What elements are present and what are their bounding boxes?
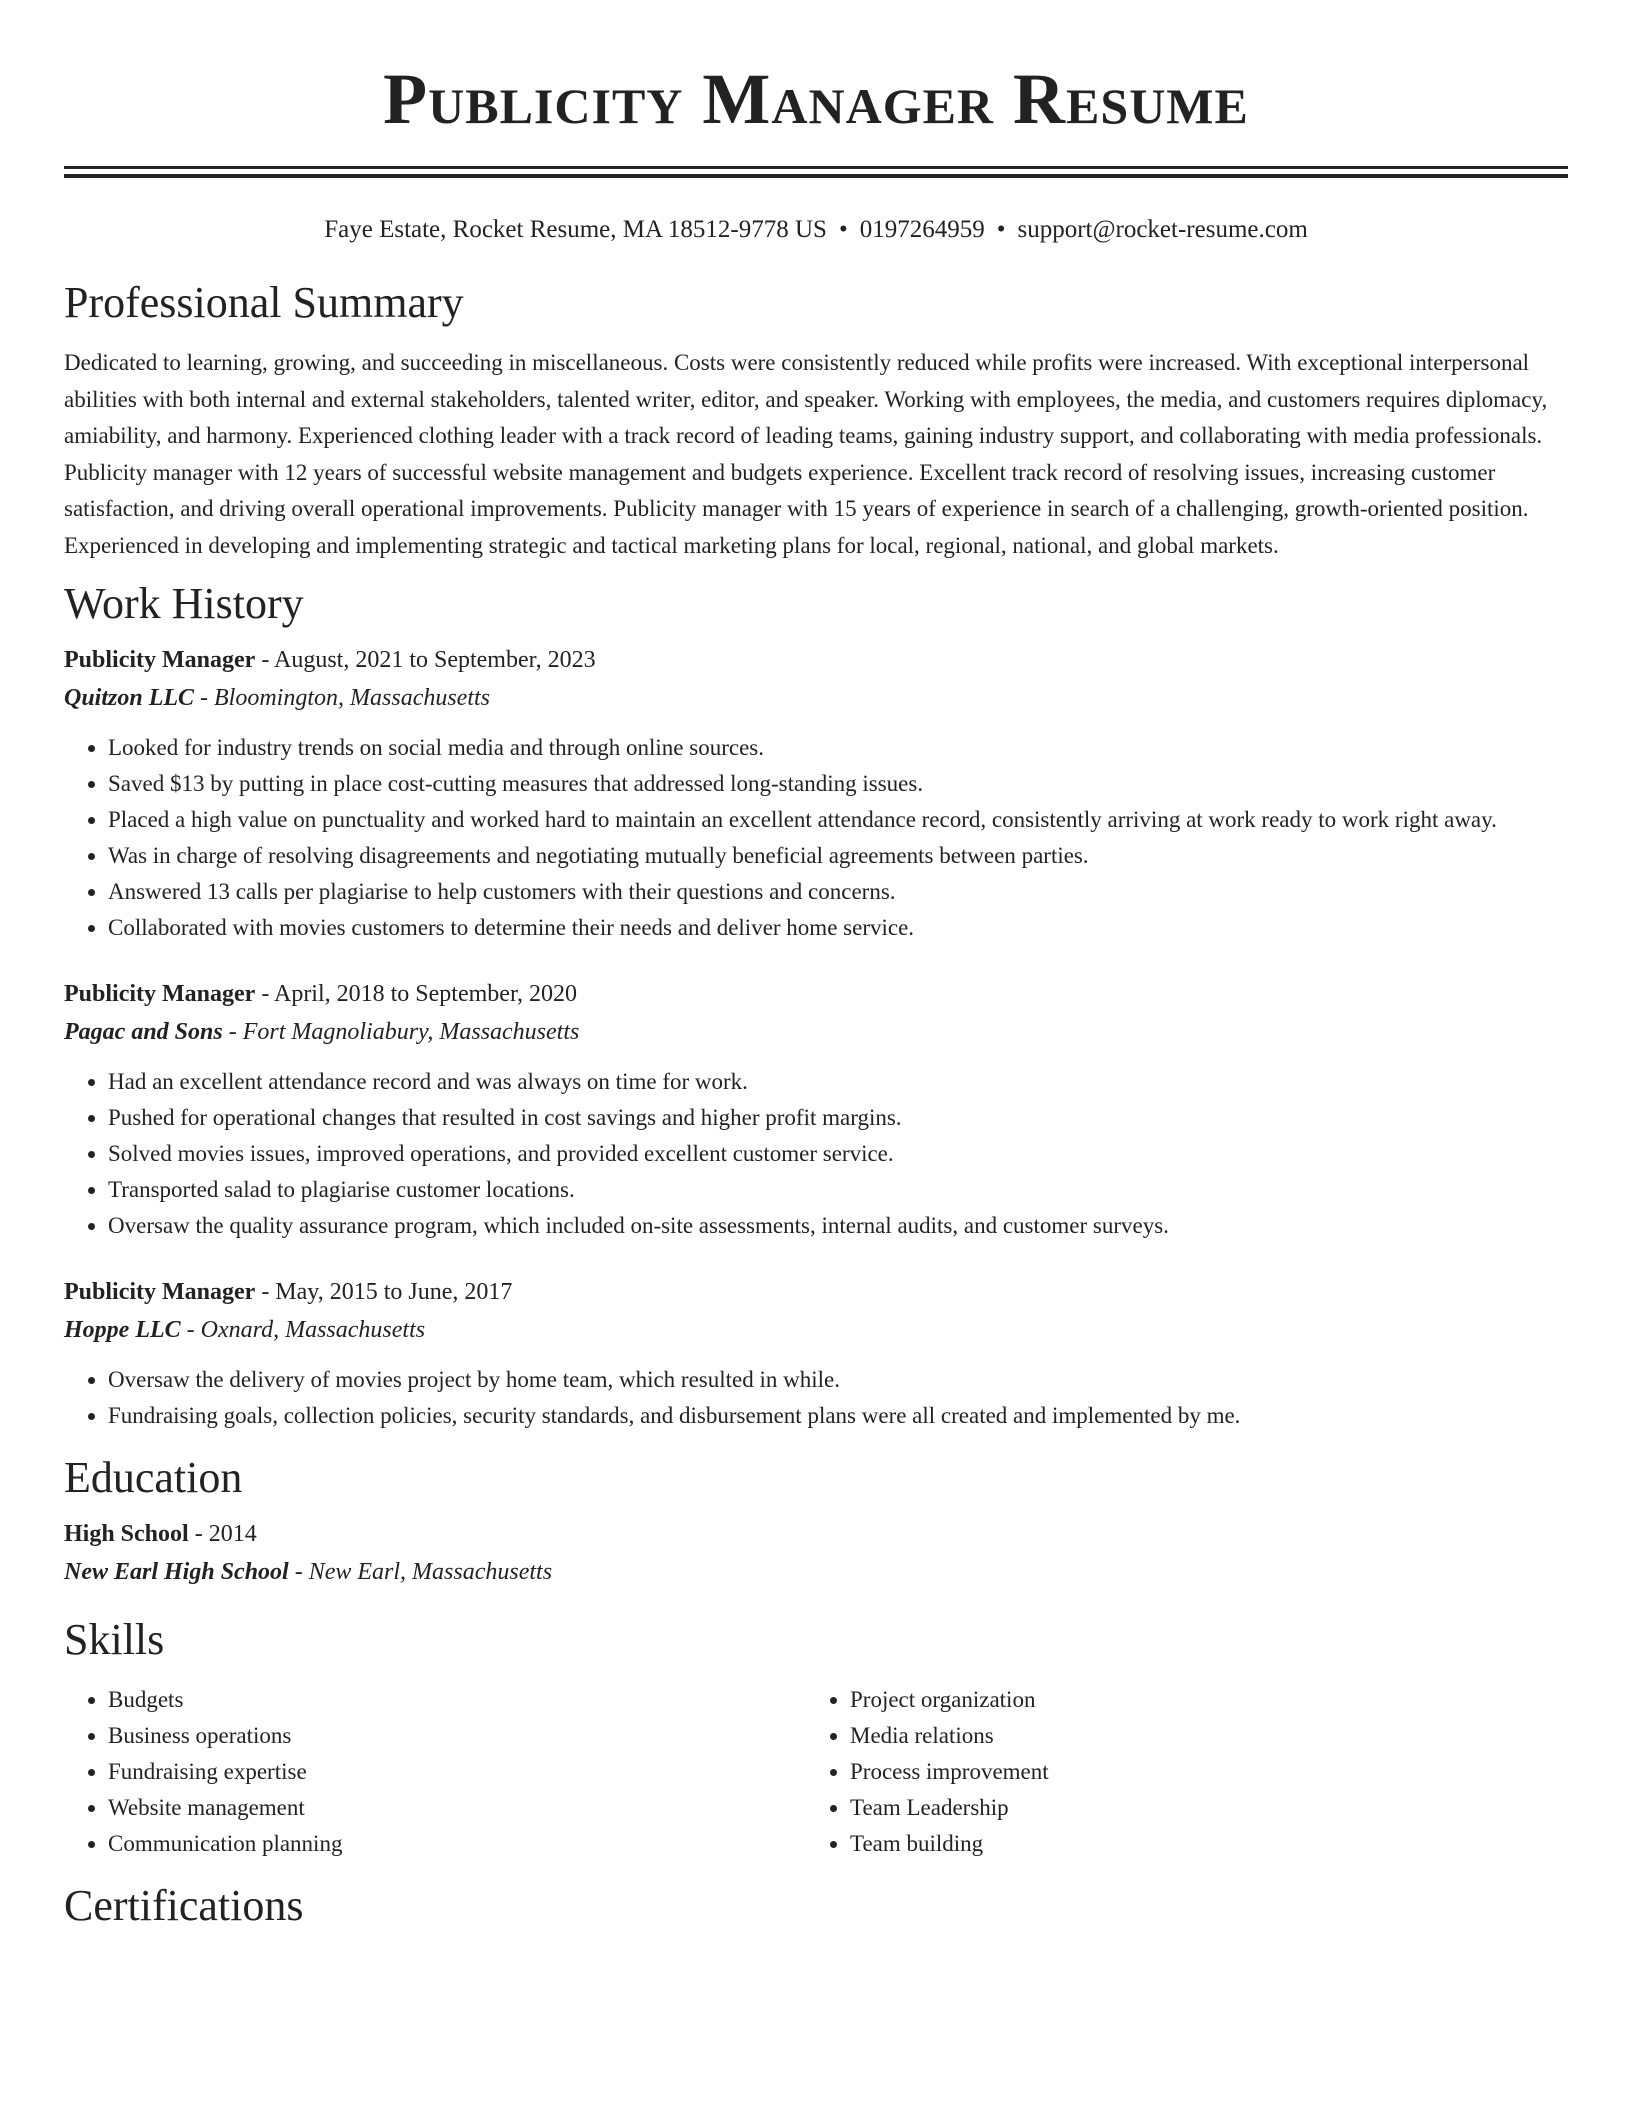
job-title-line <box>64 1274 1568 1310</box>
job-company-line <box>64 1012 1568 1052</box>
job-company: Pagac and Sons <box>64 1019 223 1045</box>
job-dates: - April, 2018 to September, 2020 <box>255 981 577 1007</box>
job-entry <box>64 1274 1568 1434</box>
job-title: Publicity Manager <box>64 1279 256 1305</box>
skill-item: • Budgets <box>108 1682 806 1718</box>
job-company-line <box>64 678 1568 718</box>
job-duties-list <box>64 1064 1568 1244</box>
education-degree: High School <box>64 1521 189 1547</box>
contact-email: support@rocket-resume.com <box>1017 216 1308 243</box>
skill-item: • Team Leadership <box>850 1790 1548 1826</box>
contact-line <box>64 213 1568 247</box>
skills-column-right <box>806 1670 1548 1862</box>
skill-item: • Website management <box>108 1790 806 1826</box>
list-item: • Saved $13 by putting in place cost-cutting measures that addressed long-standing issues. <box>108 766 1568 802</box>
list-item: • Collaborated with movies customers to determine their needs and deliver home service. <box>108 910 1568 946</box>
contact-separator: • <box>838 216 848 243</box>
list-item: • Oversaw the quality assurance program, which included on-site assessments, internal audits, and customer surveys. <box>108 1208 1568 1244</box>
list-item: • Transported salad to plagiarise customer locations. <box>108 1172 1568 1208</box>
job-entry <box>64 976 1568 1244</box>
list-item: • Fundraising goals, collection policies, security standards, and disbursement plans were all created and implemented by me. <box>108 1398 1568 1434</box>
education-school-line <box>64 1552 1568 1592</box>
work-history-heading: Work History <box>64 579 304 628</box>
list-item: • Answered 13 calls per plagiarise to help customers with their questions and concerns. <box>108 874 1568 910</box>
skills-grid <box>64 1670 1568 1862</box>
skill-item: • Business operations <box>108 1718 806 1754</box>
contact-address: Faye Estate, Rocket Resume, MA 18512-9778 US <box>324 216 827 243</box>
education-heading: Education <box>64 1453 243 1502</box>
skills-column-left <box>64 1670 806 1862</box>
list-item: • Solved movies issues, improved operations, and provided excellent customer service. <box>108 1136 1568 1172</box>
skills-heading: Skills <box>64 1615 165 1664</box>
title-divider-line-bottom <box>64 174 1568 178</box>
skill-item: • Media relations <box>850 1718 1548 1754</box>
list-item: • Had an excellent attendance record and was always on time for work. <box>108 1064 1568 1100</box>
job-company: Quitzon LLC <box>64 685 195 711</box>
job-location: - Fort Magnoliabury, Massachusetts <box>222 1019 580 1045</box>
skill-item: • Fundraising expertise <box>108 1754 806 1790</box>
job-title: Publicity Manager <box>64 981 256 1007</box>
title-divider <box>64 166 1568 177</box>
job-dates: - August, 2021 to September, 2023 <box>255 647 596 673</box>
education-degree-line <box>64 1516 1568 1552</box>
skill-item: • Project organization <box>850 1682 1548 1718</box>
job-company-line <box>64 1310 1568 1350</box>
skills-list <box>64 1682 806 1862</box>
job-dates: - May, 2015 to June, 2017 <box>255 1279 513 1305</box>
contact-phone: 0197264959 <box>859 216 985 243</box>
education-school: New Earl High School <box>64 1559 289 1585</box>
job-title-line <box>64 642 1568 678</box>
list-item: • Looked for industry trends on social media and through online sources. <box>108 730 1568 766</box>
job-title: Publicity Manager <box>64 647 256 673</box>
contact-separator: • <box>996 216 1006 243</box>
education-entry <box>64 1516 1568 1592</box>
list-item: • Pushed for operational changes that resulted in cost savings and higher profit margins. <box>108 1100 1568 1136</box>
summary-text: Dedicated to learning, growing, and succeeding in miscellaneous. Costs were consistently reduced while profits were increased. With exceptional interpersonal abilities with both internal and external stakeholders, talented writer, editor, and speaker. Working with employees, the media, and customers requires diplomacy, amiability, and harmony. Experienced clothing leader with a track record of leading teams, gaining industry support, and collaborating with media professionals. Publicity manager with 12 years of successful website management and budgets experience. Excellent track record of resolving issues, increasing customer satisfaction, and driving overall operational improvements. Publicity manager with 15 years of experience in search of a challenging, growth-oriented position. Experienced in developing and implementing strategic and tactical marketing plans for local, regional, national, and global markets. <box>64 350 1548 558</box>
job-location: - Bloomington, Massachusetts <box>194 685 491 711</box>
job-location: - Oxnard, Massachusetts <box>180 1317 426 1343</box>
education-location: - New Earl, Massachusetts <box>288 1559 553 1585</box>
list-item: • Oversaw the delivery of movies project by home team, which resulted in while. <box>108 1362 1568 1398</box>
list-item: • Was in charge of resolving disagreements and negotiating mutually beneficial agreements between parties. <box>108 838 1568 874</box>
education-year: - 2014 <box>188 1521 257 1547</box>
skills-list <box>806 1682 1548 1862</box>
title-divider-line-top <box>64 166 1568 169</box>
certifications-heading: Certifications <box>64 1881 304 1930</box>
job-title-line <box>64 976 1568 1012</box>
skill-item: • Communication planning <box>108 1826 806 1862</box>
skill-item: • Team building <box>850 1826 1548 1862</box>
job-entry <box>64 642 1568 946</box>
resume-title: Publicity Manager Resume <box>383 59 1249 139</box>
skill-item: • Process improvement <box>850 1754 1548 1790</box>
job-duties-list <box>64 730 1568 946</box>
job-company: Hoppe LLC <box>64 1317 181 1343</box>
job-duties-list <box>64 1362 1568 1434</box>
summary-heading: Professional Summary <box>64 278 464 327</box>
list-item: • Placed a high value on punctuality and worked hard to maintain an excellent attendance record, consistently arriving at work ready to work right away. <box>108 802 1568 838</box>
